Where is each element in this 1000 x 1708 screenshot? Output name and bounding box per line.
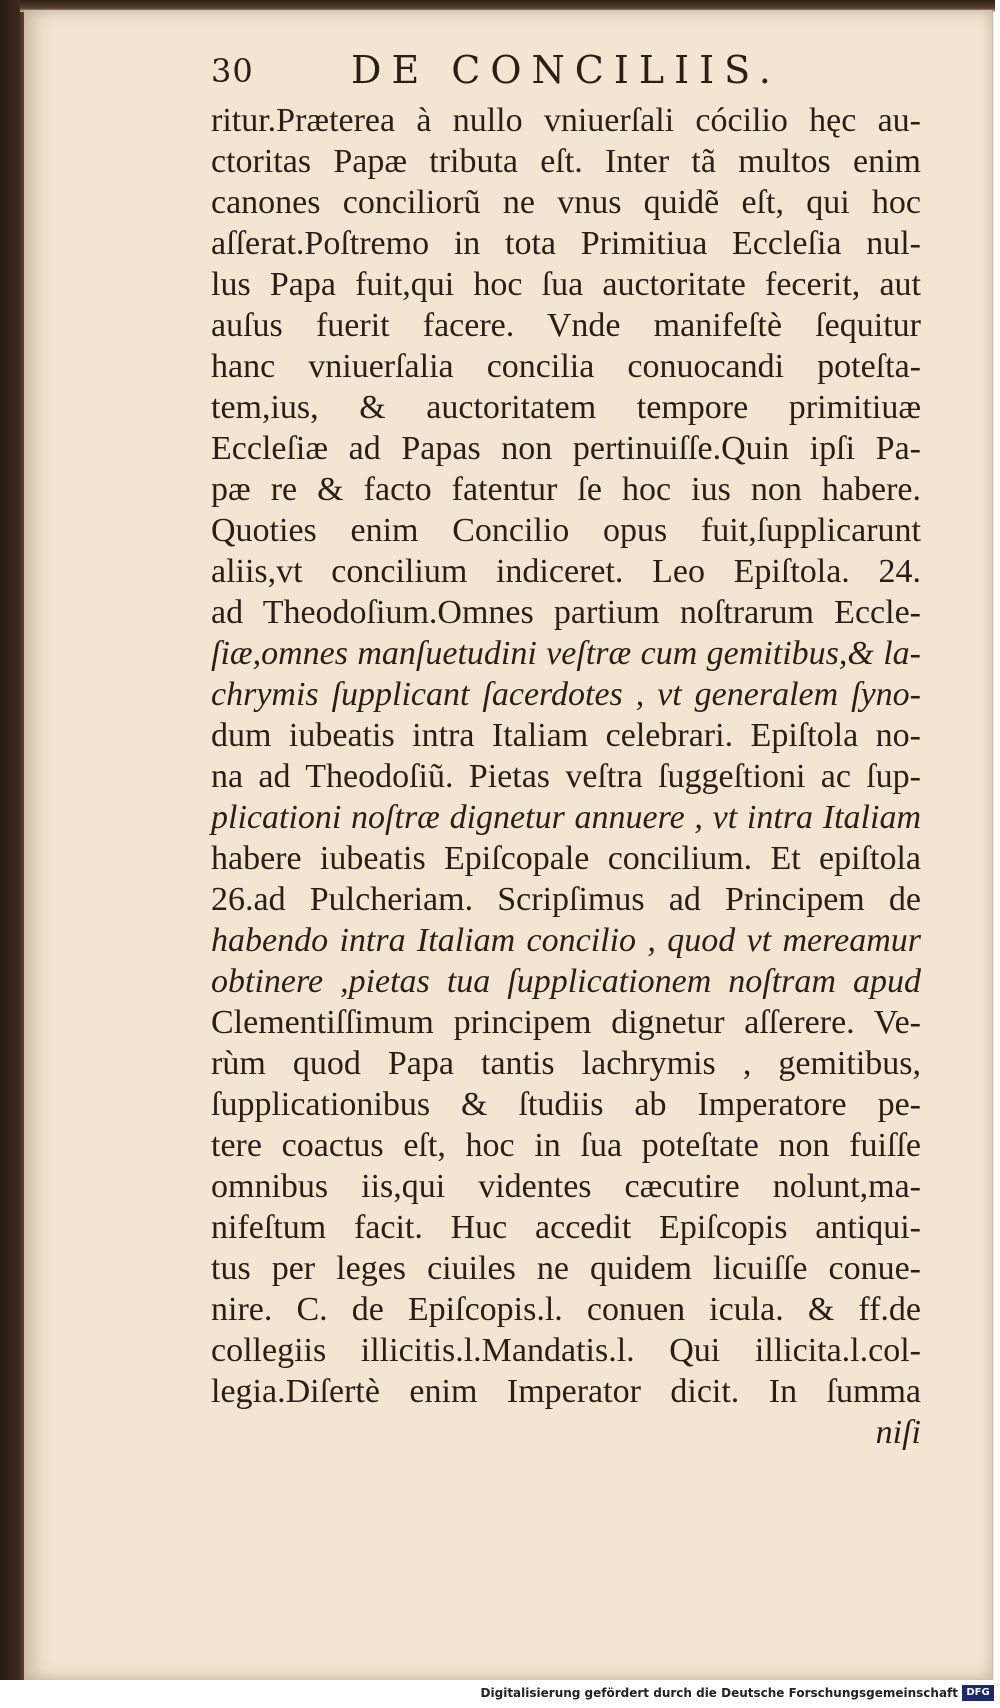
text-line: 26.ad Pulcheriam. Scripſimus ad Principem de	[211, 881, 921, 918]
running-head	[211, 48, 811, 100]
text-line: plicationi noſtræ dignetur annuere , vt intra Italiam	[211, 799, 921, 836]
text-line: canones conciliorũ ne vnus quidẽ eſt, qui hoc	[211, 184, 921, 221]
text-line: tere coactus eſt, hoc in ſua poteſtate non fuiſſe	[211, 1127, 921, 1164]
text-line: hanc vniuerſalia concilia conuocandi poteſta-	[211, 348, 921, 385]
text-line: niſi	[875, 1414, 921, 1451]
digitization-credit: Digitalisierung gefördert durch die Deutsche Forschungsgemeinschaft	[480, 1686, 958, 1700]
text-line: rùm quod Papa tantis lachrymis , gemitibus,	[211, 1045, 921, 1082]
text-line: Clementiſſimum principem dignetur aſſerere. Ve-	[211, 1004, 921, 1041]
text-line: habere iubeatis Epiſcopale concilium. Et epiſtola	[211, 840, 921, 877]
text-line: tem,ius, & auctoritatem tempore primitiuæ	[211, 389, 921, 426]
text-line: ritur.Præterea à nullo vniuerſali cócilio hęc au-	[211, 102, 921, 139]
text-line: auſus fuerit facere. Vnde manifeſtè ſequitur	[211, 307, 921, 344]
text-line: obtinere ,pietas tua ſupplicationem noſtram apud	[211, 963, 921, 1000]
text-line: tus per leges ciuiles ne quidem licuiſſe conue-	[211, 1250, 921, 1287]
text-line: Quoties enim Concilio opus fuit,ſupplicarunt	[211, 512, 921, 549]
text-line: ad Theodoſium.Omnes partium noſtrarum Eccle-	[211, 594, 921, 631]
text-line: dum iubeatis intra Italiam celebrari. Epiſtola no-	[211, 717, 921, 754]
body-text	[211, 100, 921, 1453]
text-line: ſiæ,omnes manſuetudini veſtræ cum gemitibus,& la-	[211, 635, 921, 672]
text-line: ctoritas Papæ tributa eſt. Inter tã multos enim	[211, 143, 921, 180]
text-line: ſupplicationibus & ſtudiis ab Imperatore pe-	[211, 1086, 921, 1123]
text-line: habendo intra Italiam concilio , quod vt mereamur	[211, 922, 921, 959]
text-line: chrymis ſupplicant ſacerdotes , vt generalem ſyno-	[211, 676, 921, 713]
text-line: nire. C. de Epiſcopis.l. conuen icula. & ff.de	[211, 1291, 921, 1328]
page-number: 30	[211, 52, 254, 90]
text-line: nifeſtum facit. Huc accedit Epiſcopis antiqui-	[211, 1209, 921, 1246]
text-line: aſſerat.Poſtremo in tota Primitiua Eccleſia nul-	[211, 225, 921, 262]
text-line: collegiis illicitis.l.Mandatis.l. Qui illicita.l.col-	[211, 1332, 921, 1369]
footer-bar	[0, 1680, 1000, 1708]
text-line: aliis,vt concilium indiceret. Leo Epiſtola. 24.	[211, 553, 921, 590]
text-line: omnibus iis,qui videntes cæcutire nolunt,ma-	[211, 1168, 921, 1205]
dfg-logo: DFG	[962, 1685, 994, 1701]
text-line: lus Papa fuit,qui hoc ſua auctoritate fecerit, aut	[211, 266, 921, 303]
text-line: pæ re & facto fatentur ſe hoc ius non habere.	[211, 471, 921, 508]
text-line: Eccleſiæ ad Papas non pertinuiſſe.Quin ipſi Pa-	[211, 430, 921, 467]
text-line: legia.Diſertè enim Imperator dicit. In ſumma	[211, 1373, 921, 1410]
text-line: na ad Theodoſiũ. Pietas veſtra ſuggeſtioni ac ſup-	[211, 758, 921, 795]
page-header-title: DE CONCILIIS.	[351, 48, 781, 92]
